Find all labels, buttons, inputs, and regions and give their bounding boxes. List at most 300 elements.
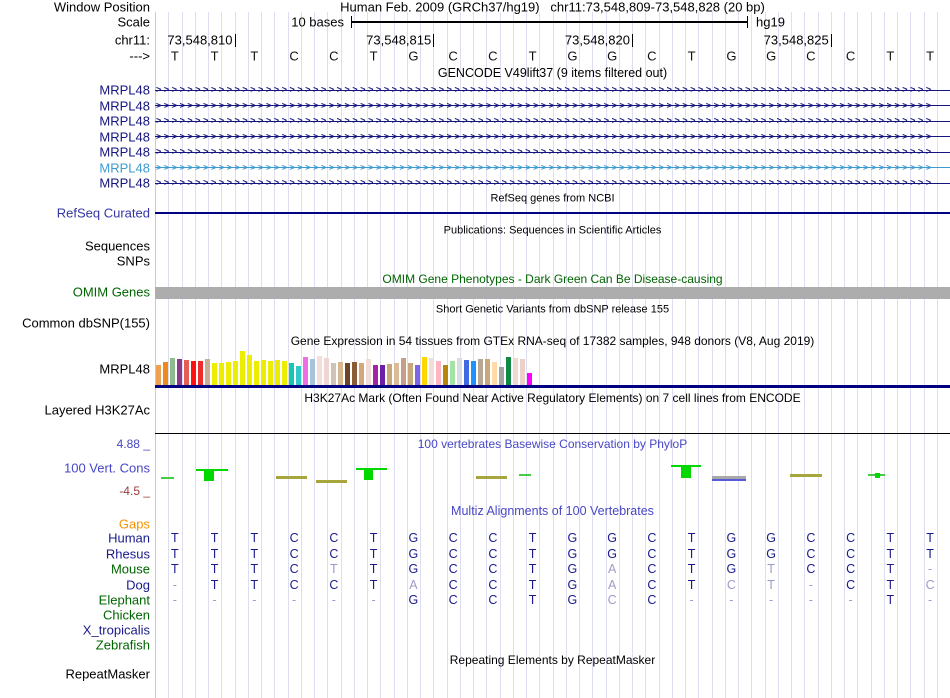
gtex-bar[interactable]: [359, 363, 364, 385]
gridline: [619, 12, 620, 698]
coordinate-label: 73,548,825: [763, 32, 829, 48]
gridline: [261, 12, 262, 698]
gridline: [672, 12, 673, 698]
common-dbsnp-label[interactable]: Common dbSNP(155): [22, 315, 150, 331]
alignment-base: T: [687, 561, 696, 576]
gencode-track-title: GENCODE V49lift37 (9 items filtered out): [437, 65, 668, 80]
alignment-base: T: [767, 561, 775, 576]
gtex-bar[interactable]: [345, 363, 350, 385]
alignment-base: C: [647, 577, 657, 592]
refseq-curated-label[interactable]: RefSeq Curated: [56, 205, 150, 221]
gridline: [195, 12, 196, 698]
multiz-track-title: Multiz Alignments of 100 Vertebrates: [451, 503, 654, 518]
gtex-bar[interactable]: [436, 361, 441, 385]
gtex-bar[interactable]: [261, 360, 266, 385]
alignment-base: C: [488, 546, 498, 561]
gridline: [937, 12, 938, 698]
gridline: [513, 12, 514, 698]
gtex-bar[interactable]: [520, 359, 525, 385]
alignment-base: C: [289, 530, 299, 545]
gridline: [698, 12, 699, 698]
gridline: [420, 12, 421, 698]
gene-row-label[interactable]: MRPL48: [99, 160, 150, 175]
alignment-base: C: [846, 530, 856, 545]
gene-arrow-line[interactable]: >>>>>>>>>>>>>>>>>>>>>>>>>>>>>>>>>>>>>>>>>>>>>>>>>>>>>>>>>>>>>>>>>>>>>>>>>>>>>>>>>>>>>>>>>>>>>>>>>>>: [156, 163, 934, 172]
coordinate-tick: [235, 34, 236, 47]
alignment-base: G: [567, 546, 578, 561]
gridline: [778, 12, 779, 698]
alignment-base: C: [329, 577, 339, 592]
alignment-base: C: [488, 577, 498, 592]
coordinate-label: 73,548,815: [366, 32, 432, 48]
coordinate-label: 73,548,810: [167, 32, 233, 48]
ruler-base: G: [607, 48, 618, 64]
gene-row-label[interactable]: MRPL48: [99, 98, 150, 113]
ruler-base: T: [210, 48, 219, 64]
alignment-base: C: [647, 561, 657, 576]
gtex-bar[interactable]: [324, 358, 329, 385]
h3k27ac-track-title: H3K27Ac Mark (Often Found Near Active Regulatory Elements) on 7 cell lines from ENCODE: [304, 391, 801, 405]
species-label[interactable]: Elephant: [98, 592, 150, 608]
gtex-bar[interactable]: [247, 355, 252, 385]
gtex-bar[interactable]: [233, 361, 238, 385]
gridline: [221, 12, 222, 698]
window-position-value: Human Feb. 2009 (GRCh37/hg19) chr11:73,548,809-73,548,828 (20 bp): [340, 0, 765, 15]
gtex-bar[interactable]: [296, 366, 301, 385]
alignment-base: T: [886, 530, 895, 545]
gridline: [738, 12, 739, 698]
alignment-base: G: [567, 530, 578, 545]
gridline: [539, 12, 540, 698]
gridline: [579, 12, 580, 698]
gtex-bar[interactable]: [478, 359, 483, 385]
alignment-base: T: [171, 546, 179, 561]
conservation-mark: [519, 474, 531, 476]
gridline: [288, 12, 289, 698]
gridline: [897, 12, 898, 698]
alignment-base: T: [210, 561, 219, 576]
gtex-bar[interactable]: [212, 363, 217, 385]
alignment-base: T: [528, 592, 537, 607]
alignment-base: T: [687, 546, 696, 561]
alignment-base: C: [488, 561, 498, 576]
alignment-base: T: [171, 530, 179, 545]
conservation-mark: [276, 476, 307, 479]
conservation-mark: [681, 465, 691, 478]
alignment-base: T: [886, 577, 895, 592]
gtex-bar[interactable]: [527, 373, 532, 385]
alignment-base: -: [252, 592, 257, 607]
repeatmasker-track-title: Repeating Elements by RepeatMasker: [449, 653, 656, 667]
conservation-mark: [364, 468, 373, 480]
gtex-bar[interactable]: [464, 360, 469, 385]
gene-arrow-line[interactable]: >>>>>>>>>>>>>>>>>>>>>>>>>>>>>>>>>>>>>>>>>>>>>>>>>>>>>>>>>>>>>>>>>>>>>>>>>>>>>>>>>>>>>>>>>>>>>>>>>>>: [156, 101, 934, 110]
alignment-base: -: [729, 592, 734, 607]
gtex-bar[interactable]: [366, 359, 371, 385]
coordinate-tick: [831, 34, 832, 47]
gtex-bar[interactable]: [457, 358, 462, 385]
chromosome-label: chr11:: [114, 32, 150, 48]
gridline: [526, 12, 527, 698]
alignment-base: T: [210, 577, 219, 592]
scale-label: Scale: [117, 14, 150, 30]
refseq-track-title: RefSeq genes from NCBI: [490, 192, 615, 205]
snps-track-label[interactable]: SNPs: [116, 253, 150, 269]
gridline: [924, 12, 925, 698]
window-position-label: Window Position: [53, 0, 150, 15]
ruler-base: T: [687, 48, 696, 64]
strand-direction-label: --->: [129, 48, 150, 64]
alignment-base: T: [687, 577, 696, 592]
gridline: [182, 12, 183, 698]
ruler-base: C: [448, 48, 458, 64]
gtex-bar[interactable]: [275, 360, 280, 385]
gtex-bar[interactable]: [506, 357, 511, 385]
alignment-base: G: [408, 546, 419, 561]
gtex-bar[interactable]: [282, 361, 287, 385]
gtex-bar[interactable]: [394, 363, 399, 385]
gtex-bar[interactable]: [226, 362, 231, 385]
scale-distance-label: 10 bases: [291, 14, 344, 30]
alignment-base: T: [369, 577, 378, 592]
gridline: [818, 12, 819, 698]
alignment-base: T: [171, 561, 179, 576]
gridline: [394, 12, 395, 698]
alignment-base: -: [808, 592, 813, 607]
alignment-base: T: [528, 546, 537, 561]
alignment-base: C: [448, 561, 458, 576]
gtex-bar[interactable]: [338, 362, 343, 385]
species-label[interactable]: Zebrafish: [95, 637, 150, 653]
alignment-base: T: [369, 546, 378, 561]
gtex-bar[interactable]: [268, 361, 273, 385]
conservation-mark: [476, 476, 507, 479]
alignment-base: T: [369, 530, 378, 545]
alignment-base: G: [726, 546, 737, 561]
gridline: [685, 12, 686, 698]
alignment-base: G: [607, 546, 617, 561]
gridline: [327, 12, 328, 698]
gtex-bar[interactable]: [156, 365, 161, 385]
species-label[interactable]: Mouse: [110, 561, 150, 577]
alignment-base: T: [886, 561, 895, 576]
alignment-base: -: [689, 592, 694, 607]
coordinate-tick: [632, 34, 633, 47]
alignment-base: C: [448, 530, 458, 545]
alignment-base: T: [210, 546, 219, 561]
gridline: [460, 12, 461, 698]
gene-arrow-line[interactable]: >>>>>>>>>>>>>>>>>>>>>>>>>>>>>>>>>>>>>>>>>>>>>>>>>>>>>>>>>>>>>>>>>>>>>>>>>>>>>>>>>>>>>>>>>>>>>>>>>>>: [156, 178, 934, 188]
gtex-bar[interactable]: [191, 361, 196, 385]
gtex-bar[interactable]: [492, 362, 497, 385]
alignment-base: -: [371, 592, 376, 607]
gridline: [486, 12, 487, 698]
alignment-base: C: [329, 530, 339, 545]
ruler-base: C: [806, 48, 816, 64]
alignment-base: C: [925, 577, 935, 592]
gaps-row-label[interactable]: Gaps: [118, 516, 150, 532]
alignment-base: T: [528, 530, 537, 545]
species-label[interactable]: Human: [108, 530, 150, 546]
species-label[interactable]: Chicken: [103, 607, 150, 622]
phylop-track-title: 100 vertebrates Basewise Conservation by PhyloP: [417, 437, 688, 451]
omim-gene-bar[interactable]: [155, 287, 950, 299]
alignment-base: -: [172, 592, 177, 607]
scale-bar-left-tick: [351, 16, 352, 28]
gridline: [712, 12, 713, 698]
gridline: [725, 12, 726, 698]
gtex-bar[interactable]: [450, 361, 455, 385]
gridline: [844, 12, 845, 698]
gtex-track-title: Gene Expression in 54 tissues from GTEx RNA-seq of 17382 samples, 948 donors (V8, Aug 2019): [290, 334, 815, 348]
alignment-base: T: [926, 530, 934, 545]
conservation-mark: [316, 480, 347, 483]
alignment-base: C: [806, 530, 816, 545]
alignment-base: T: [250, 561, 259, 576]
gtex-bar[interactable]: [331, 363, 336, 385]
alignment-base: -: [928, 561, 933, 576]
gridline: [659, 12, 660, 698]
ruler-base: G: [408, 48, 419, 64]
gtex-bar[interactable]: [422, 357, 427, 385]
alignment-base: C: [726, 577, 736, 592]
alignment-base: C: [846, 577, 856, 592]
gtex-bar[interactable]: [184, 360, 189, 385]
gtex-bar[interactable]: [443, 365, 448, 385]
phylop-min-value: -4.5 _: [119, 484, 150, 498]
alignment-base: G: [408, 592, 419, 607]
alignment-base: T: [250, 546, 259, 561]
alignment-base: G: [567, 577, 578, 592]
gridline: [765, 12, 766, 698]
alignment-base: -: [928, 592, 933, 607]
gtex-bar[interactable]: [198, 361, 203, 385]
alignment-base: C: [647, 592, 657, 607]
coordinate-label: 73,548,820: [564, 32, 630, 48]
gtex-bar[interactable]: [415, 365, 420, 385]
alignment-base: C: [488, 592, 498, 607]
gtex-gene-label[interactable]: MRPL48: [99, 361, 150, 377]
alignment-base: T: [528, 561, 537, 576]
repeatmasker-label[interactable]: RepeatMasker: [65, 666, 150, 682]
ruler-base: T: [369, 48, 378, 64]
gene-row-label[interactable]: MRPL48: [99, 129, 150, 144]
gridline: [831, 12, 832, 698]
publications-track-title: Publications: Sequences in Scientific Articles: [443, 224, 662, 237]
conservation-mark: [161, 477, 174, 479]
alignment-base: -: [212, 592, 217, 607]
gridline: [354, 12, 355, 698]
gridline: [314, 12, 315, 698]
gridline: [553, 12, 554, 698]
coordinate-tick: [433, 34, 434, 47]
alignment-base: A: [409, 577, 418, 592]
sequences-track-label[interactable]: Sequences: [84, 238, 150, 254]
alignment-base: -: [292, 592, 297, 607]
alignment-base: G: [408, 561, 419, 576]
alignment-base: C: [806, 546, 816, 561]
alignment-base: C: [289, 577, 299, 592]
gtex-bar[interactable]: [170, 358, 175, 385]
alignment-base: T: [330, 561, 338, 576]
conservation-mark: [712, 479, 746, 481]
alignment-base: -: [808, 577, 813, 592]
alignment-base: G: [766, 530, 776, 545]
gtex-bar[interactable]: [310, 359, 315, 385]
gridline: [473, 12, 474, 698]
gtex-bar[interactable]: [499, 367, 504, 385]
scale-bar-right-tick: [747, 16, 748, 28]
gtex-bar[interactable]: [352, 362, 357, 385]
gtex-bar[interactable]: [471, 361, 476, 385]
gridline: [791, 12, 792, 698]
alignment-base: C: [846, 546, 856, 561]
gtex-bar[interactable]: [485, 359, 490, 385]
gtex-bar[interactable]: [219, 363, 224, 385]
assembly-label: hg19: [756, 14, 785, 30]
alignment-base: -: [172, 577, 177, 592]
alignment-base: T: [250, 530, 259, 545]
gtex-bar[interactable]: [429, 358, 434, 385]
gtex-bar[interactable]: [205, 359, 210, 385]
species-label[interactable]: X_tropicalis: [82, 622, 150, 637]
ruler-base: T: [170, 48, 179, 64]
alignment-base: G: [766, 546, 776, 561]
alignment-base: C: [846, 561, 856, 576]
ruler-base: C: [329, 48, 339, 64]
ruler-base: T: [926, 48, 935, 64]
alignment-base: T: [926, 546, 934, 561]
ruler-base: G: [766, 48, 777, 64]
ruler-base: C: [647, 48, 657, 64]
gtex-bar[interactable]: [387, 364, 392, 385]
gridline: [433, 12, 434, 698]
alignment-base: C: [448, 546, 458, 561]
gtex-bar[interactable]: [289, 363, 294, 385]
vert-cons-label[interactable]: 100 Vert. Cons: [64, 460, 150, 476]
gtex-bar[interactable]: [513, 358, 518, 385]
alignment-base: C: [647, 546, 657, 561]
omim-track-title: OMIM Gene Phenotypes - Dark Green Can Be Disease-causing: [382, 272, 723, 286]
gridline: [871, 12, 872, 698]
alignment-base: T: [886, 592, 895, 607]
gridline: [857, 12, 858, 698]
alignment-base: -: [331, 592, 336, 607]
gridline: [235, 12, 236, 698]
alignment-base: C: [289, 561, 299, 576]
ruler-base: C: [845, 48, 856, 64]
phylop-max-value: 4.88 _: [116, 437, 150, 451]
gtex-bar[interactable]: [254, 361, 259, 385]
gridline: [367, 12, 368, 698]
alignment-base: C: [329, 546, 339, 561]
gtex-bar[interactable]: [303, 357, 308, 385]
gene-arrow-line[interactable]: >>>>>>>>>>>>>>>>>>>>>>>>>>>>>>>>>>>>>>>>>>>>>>>>>>>>>>>>>>>>>>>>>>>>>>>>>>>>>>>>>>>>>>>>>>>>>>>>>>>: [156, 85, 934, 95]
gridline: [341, 12, 342, 698]
gene-row-label[interactable]: MRPL48: [99, 144, 150, 160]
alignment-base: G: [408, 530, 419, 545]
refseq-gene-line[interactable]: [155, 212, 950, 214]
alignment-base: G: [567, 592, 578, 607]
gridline: [592, 12, 593, 698]
gridline: [208, 12, 209, 698]
image-margin-line: [155, 12, 156, 698]
species-label[interactable]: Dog: [126, 577, 150, 592]
alignment-base: T: [250, 577, 259, 592]
ruler-base: T: [250, 48, 259, 64]
dbsnp-track-title: Short Genetic Variants from dbSNP release 155: [435, 303, 670, 316]
gtex-bar[interactable]: [240, 351, 245, 385]
gene-arrow-line[interactable]: >>>>>>>>>>>>>>>>>>>>>>>>>>>>>>>>>>>>>>>>>>>>>>>>>>>>>>>>>>>>>>>>>>>>>>>>>>>>>>>>>>>>>>>>>>>>>>>>>>>: [156, 132, 934, 141]
gtex-bar[interactable]: [401, 358, 406, 385]
gene-arrow-line[interactable]: >>>>>>>>>>>>>>>>>>>>>>>>>>>>>>>>>>>>>>>>>>>>>>>>>>>>>>>>>>>>>>>>>>>>>>>>>>>>>>>>>>>>>>>>>>>>>>>>>>>: [156, 147, 934, 157]
conservation-mark: [204, 469, 214, 481]
ruler-base: G: [726, 48, 737, 64]
alignment-base: T: [886, 546, 895, 561]
gtex-bar[interactable]: [408, 363, 413, 385]
gridline: [910, 12, 911, 698]
gtex-bar[interactable]: [317, 356, 322, 385]
gridline: [804, 12, 805, 698]
gridline: [632, 12, 633, 698]
gtex-bar[interactable]: [163, 362, 168, 385]
alignment-base: C: [647, 530, 657, 545]
alignment-base: T: [687, 530, 696, 545]
gridline: [645, 12, 646, 698]
gridline: [301, 12, 302, 698]
gtex-bar[interactable]: [373, 365, 378, 385]
alignment-base: C: [448, 577, 458, 592]
gridline: [274, 12, 275, 698]
gridline: [380, 12, 381, 698]
h3k27ac-axis-line: [155, 433, 950, 434]
ruler-base: C: [488, 48, 498, 64]
gene-row-label[interactable]: MRPL48: [99, 175, 150, 191]
gridline: [751, 12, 752, 698]
gene-row-label[interactable]: MRPL48: [99, 82, 150, 98]
gtex-baseline: [155, 385, 950, 388]
gtex-bar[interactable]: [177, 359, 182, 385]
alignment-base: A: [607, 561, 617, 576]
alignment-base: C: [448, 592, 458, 607]
alignment-base: T: [528, 577, 537, 592]
alignment-base: C: [806, 561, 816, 576]
alignment-base: G: [726, 530, 737, 545]
gridline: [606, 12, 607, 698]
conservation-mark: [790, 474, 822, 477]
omim-genes-label[interactable]: OMIM Genes: [72, 284, 150, 300]
alignment-base: G: [726, 561, 737, 576]
alignment-base: G: [607, 530, 617, 545]
alignment-base: T: [369, 561, 378, 576]
gene-row-label[interactable]: MRPL48: [99, 113, 150, 129]
alignment-base: C: [289, 546, 299, 561]
gridline: [884, 12, 885, 698]
gridline: [168, 12, 169, 698]
alignment-base: G: [567, 561, 578, 576]
gridline: [500, 12, 501, 698]
scale-bar: [352, 21, 748, 23]
gtex-bar[interactable]: [380, 365, 385, 385]
species-label[interactable]: Rhesus: [105, 546, 150, 561]
ruler-base: G: [567, 48, 578, 64]
ruler-base: C: [289, 48, 299, 64]
alignment-base: T: [767, 577, 775, 592]
alignment-base: C: [488, 530, 498, 545]
layered-h3k27ac-label[interactable]: Layered H3K27Ac: [44, 402, 150, 418]
conservation-mark: [875, 473, 880, 478]
gene-arrow-line[interactable]: >>>>>>>>>>>>>>>>>>>>>>>>>>>>>>>>>>>>>>>>>>>>>>>>>>>>>>>>>>>>>>>>>>>>>>>>>>>>>>>>>>>>>>>>>>>>>>>>>>>: [156, 116, 934, 126]
